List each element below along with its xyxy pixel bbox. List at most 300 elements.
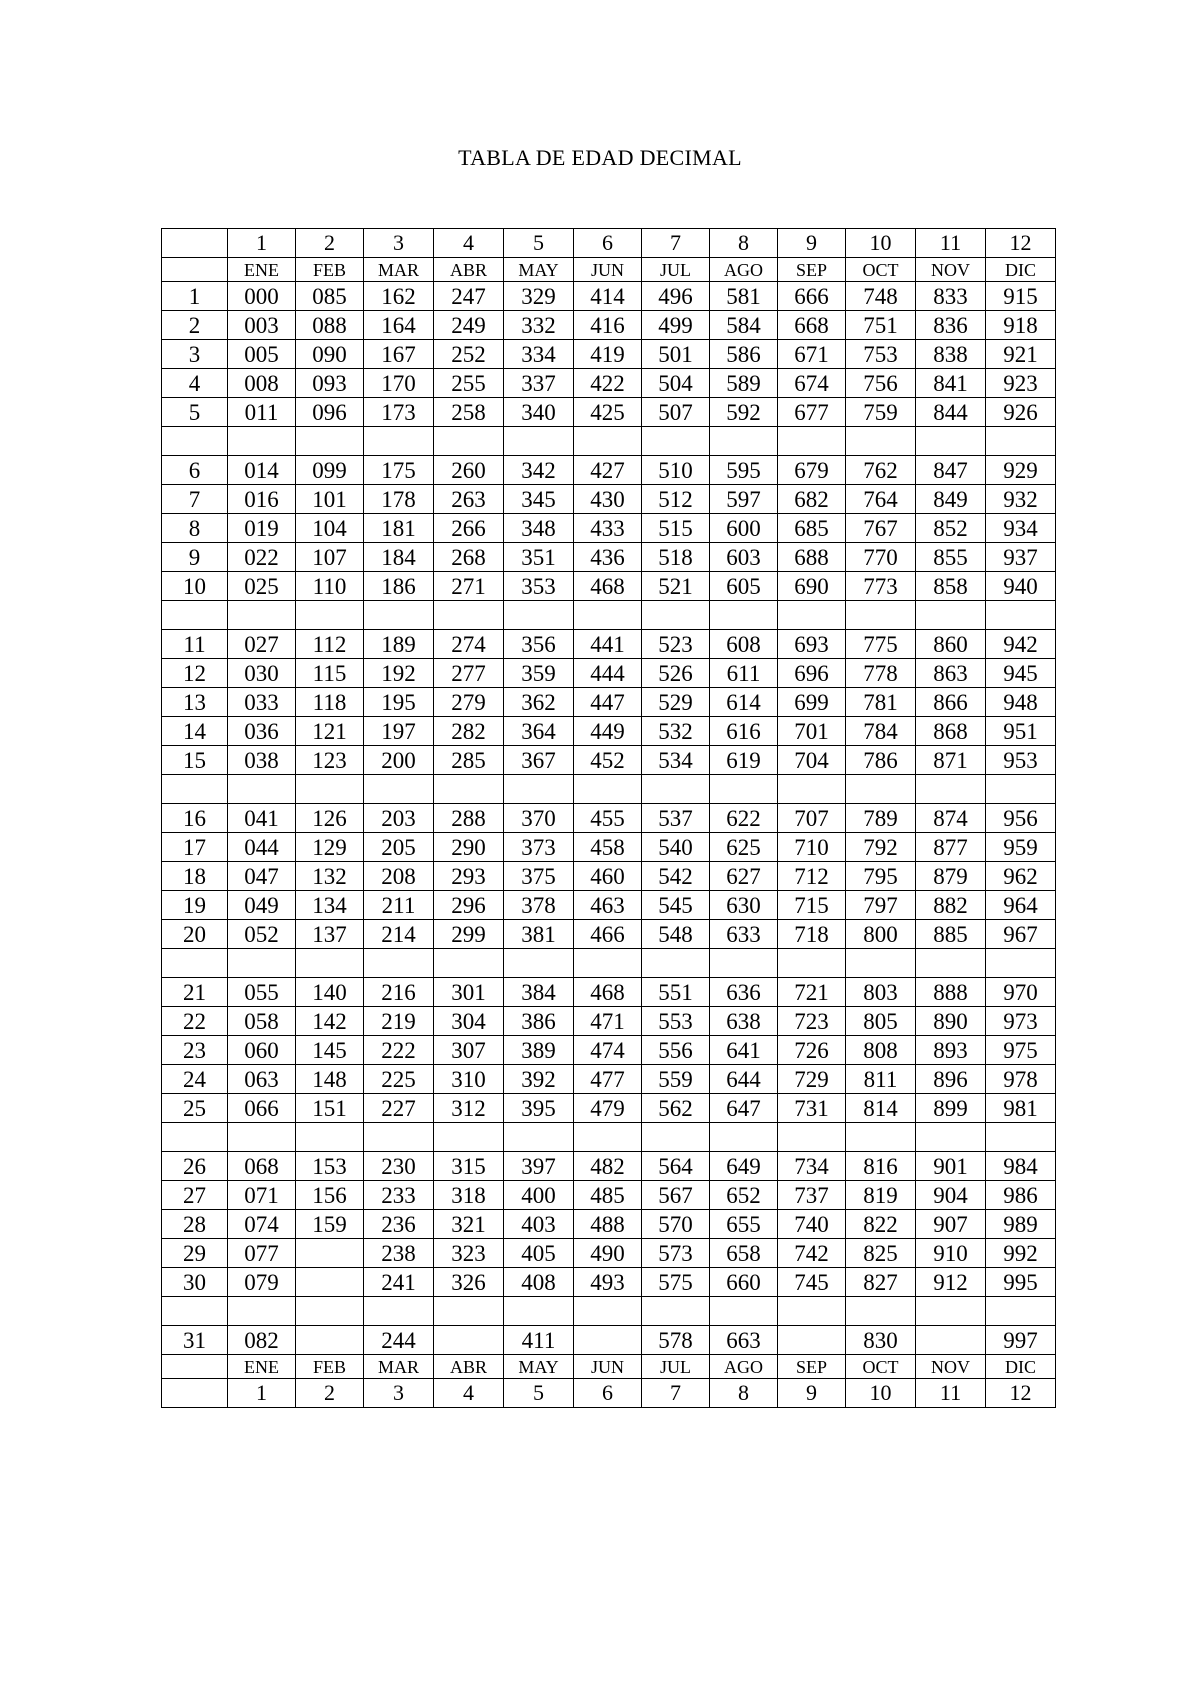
value-cell: 093 xyxy=(296,369,364,398)
month-name-cell: JUL xyxy=(642,258,710,282)
value-cell: 992 xyxy=(986,1239,1056,1268)
value-cell: 997 xyxy=(986,1326,1056,1355)
value-cell: 118 xyxy=(296,688,364,717)
value-cell: 071 xyxy=(228,1181,296,1210)
value-cell: 022 xyxy=(228,543,296,572)
value-cell: 759 xyxy=(846,398,916,427)
month-number-cell: 9 xyxy=(778,229,846,258)
value-cell: 290 xyxy=(434,833,504,862)
value-cell: 132 xyxy=(296,862,364,891)
month-name-cell: MAR xyxy=(364,258,434,282)
value-cell: 288 xyxy=(434,804,504,833)
value-cell: 090 xyxy=(296,340,364,369)
value-cell: 378 xyxy=(504,891,574,920)
value-cell: 115 xyxy=(296,659,364,688)
value-cell xyxy=(296,1268,364,1297)
value-cell: 027 xyxy=(228,630,296,659)
value-cell: 937 xyxy=(986,543,1056,572)
month-name-cell: FEB xyxy=(296,258,364,282)
value-cell: 551 xyxy=(642,978,710,1007)
value-cell: 334 xyxy=(504,340,574,369)
spacer-cell xyxy=(228,601,296,630)
value-cell: 995 xyxy=(986,1268,1056,1297)
value-cell: 477 xyxy=(574,1065,642,1094)
value-cell: 562 xyxy=(642,1094,710,1123)
value-cell: 863 xyxy=(916,659,986,688)
value-cell: 592 xyxy=(710,398,778,427)
month-name-cell: SEP xyxy=(778,258,846,282)
spacer-cell xyxy=(228,1297,296,1326)
value-cell: 063 xyxy=(228,1065,296,1094)
value-cell: 373 xyxy=(504,833,574,862)
value-cell: 153 xyxy=(296,1152,364,1181)
day-row xyxy=(162,398,1056,427)
value-cell: 805 xyxy=(846,1007,916,1036)
value-cell: 688 xyxy=(778,543,846,572)
value-cell: 332 xyxy=(504,311,574,340)
month-name-cell: MAR xyxy=(364,1355,434,1379)
value-cell: 973 xyxy=(986,1007,1056,1036)
day-label-cell: 14 xyxy=(162,717,228,746)
value-cell: 584 xyxy=(710,311,778,340)
value-cell: 879 xyxy=(916,862,986,891)
value-cell: 682 xyxy=(778,485,846,514)
spacer-cell xyxy=(364,1123,434,1152)
month-name-row xyxy=(162,1355,1056,1379)
spacer-cell xyxy=(162,1297,228,1326)
day-row xyxy=(162,1326,1056,1355)
corner-cell xyxy=(162,229,228,258)
value-cell: 419 xyxy=(574,340,642,369)
month-name-cell: DIC xyxy=(986,258,1056,282)
value-cell: 348 xyxy=(504,514,574,543)
value-cell: 258 xyxy=(434,398,504,427)
value-cell: 140 xyxy=(296,978,364,1007)
day-label-cell: 2 xyxy=(162,311,228,340)
value-cell: 200 xyxy=(364,746,434,775)
value-cell: 932 xyxy=(986,485,1056,514)
value-cell: 345 xyxy=(504,485,574,514)
spacer-cell xyxy=(642,1297,710,1326)
value-cell: 356 xyxy=(504,630,574,659)
spacer-cell xyxy=(710,427,778,456)
value-cell: 775 xyxy=(846,630,916,659)
value-cell: 586 xyxy=(710,340,778,369)
value-cell xyxy=(574,1326,642,1355)
value-cell: 247 xyxy=(434,282,504,311)
value-cell: 436 xyxy=(574,543,642,572)
value-cell: 458 xyxy=(574,833,642,862)
spacer-cell xyxy=(504,1297,574,1326)
month-name-cell: MAY xyxy=(504,258,574,282)
value-cell: 860 xyxy=(916,630,986,659)
value-cell: 468 xyxy=(574,572,642,601)
spacer-cell xyxy=(162,1123,228,1152)
value-cell: 984 xyxy=(986,1152,1056,1181)
value-cell: 668 xyxy=(778,311,846,340)
day-label-cell: 6 xyxy=(162,456,228,485)
spacer-cell xyxy=(916,949,986,978)
month-name-cell: JUN xyxy=(574,1355,642,1379)
day-label-cell: 9 xyxy=(162,543,228,572)
value-cell: 641 xyxy=(710,1036,778,1065)
spacer-cell xyxy=(434,1123,504,1152)
value-cell: 666 xyxy=(778,282,846,311)
month-number-cell: 11 xyxy=(916,229,986,258)
value-cell xyxy=(296,1326,364,1355)
value-cell: 000 xyxy=(228,282,296,311)
value-cell: 630 xyxy=(710,891,778,920)
value-cell: 455 xyxy=(574,804,642,833)
day-row xyxy=(162,514,1056,543)
value-cell: 285 xyxy=(434,746,504,775)
value-cell: 496 xyxy=(642,282,710,311)
value-cell: 181 xyxy=(364,514,434,543)
day-label-cell: 24 xyxy=(162,1065,228,1094)
value-cell: 219 xyxy=(364,1007,434,1036)
value-cell: 422 xyxy=(574,369,642,398)
spacer-cell xyxy=(778,949,846,978)
value-cell: 197 xyxy=(364,717,434,746)
value-cell: 540 xyxy=(642,833,710,862)
spacer-cell xyxy=(846,427,916,456)
value-cell: 764 xyxy=(846,485,916,514)
value-cell: 556 xyxy=(642,1036,710,1065)
value-cell: 800 xyxy=(846,920,916,949)
day-row xyxy=(162,688,1056,717)
value-cell: 833 xyxy=(916,282,986,311)
spacer-cell xyxy=(778,775,846,804)
value-cell: 638 xyxy=(710,1007,778,1036)
value-cell: 082 xyxy=(228,1326,296,1355)
month-number-cell: 3 xyxy=(364,1379,434,1408)
value-cell: 211 xyxy=(364,891,434,920)
spacer-cell xyxy=(574,601,642,630)
spacer-cell xyxy=(434,601,504,630)
value-cell: 581 xyxy=(710,282,778,311)
spacer-cell xyxy=(986,601,1056,630)
value-cell: 704 xyxy=(778,746,846,775)
value-cell: 241 xyxy=(364,1268,434,1297)
spacer-cell xyxy=(296,1297,364,1326)
spacer-cell xyxy=(642,949,710,978)
value-cell: 173 xyxy=(364,398,434,427)
spacer-cell xyxy=(504,775,574,804)
month-number-cell: 10 xyxy=(846,1379,916,1408)
value-cell: 718 xyxy=(778,920,846,949)
value-cell: 370 xyxy=(504,804,574,833)
value-cell: 918 xyxy=(986,311,1056,340)
day-label-cell: 17 xyxy=(162,833,228,862)
value-cell: 271 xyxy=(434,572,504,601)
day-label-cell: 4 xyxy=(162,369,228,398)
value-cell: 529 xyxy=(642,688,710,717)
day-row xyxy=(162,717,1056,746)
value-cell: 882 xyxy=(916,891,986,920)
day-label-cell: 16 xyxy=(162,804,228,833)
day-label-cell: 10 xyxy=(162,572,228,601)
spacer-cell xyxy=(228,1123,296,1152)
value-cell: 488 xyxy=(574,1210,642,1239)
value-cell: 608 xyxy=(710,630,778,659)
value-cell: 658 xyxy=(710,1239,778,1268)
value-cell: 534 xyxy=(642,746,710,775)
month-number-cell: 7 xyxy=(642,1379,710,1408)
spacer-cell xyxy=(986,1297,1056,1326)
value-cell: 521 xyxy=(642,572,710,601)
value-cell: 195 xyxy=(364,688,434,717)
spacer-cell xyxy=(296,427,364,456)
value-cell: 126 xyxy=(296,804,364,833)
value-cell: 595 xyxy=(710,456,778,485)
spacer-cell xyxy=(986,775,1056,804)
value-cell: 255 xyxy=(434,369,504,398)
value-cell: 499 xyxy=(642,311,710,340)
day-row xyxy=(162,978,1056,1007)
value-cell: 068 xyxy=(228,1152,296,1181)
month-number-cell: 10 xyxy=(846,229,916,258)
spacer-cell xyxy=(364,427,434,456)
day-row xyxy=(162,572,1056,601)
value-cell: 510 xyxy=(642,456,710,485)
day-label-cell: 29 xyxy=(162,1239,228,1268)
value-cell: 049 xyxy=(228,891,296,920)
day-row xyxy=(162,862,1056,891)
month-number-cell: 4 xyxy=(434,229,504,258)
value-cell: 405 xyxy=(504,1239,574,1268)
day-row xyxy=(162,746,1056,775)
value-cell: 967 xyxy=(986,920,1056,949)
value-cell: 767 xyxy=(846,514,916,543)
value-cell: 493 xyxy=(574,1268,642,1297)
value-cell: 605 xyxy=(710,572,778,601)
day-label-cell: 1 xyxy=(162,282,228,311)
month-name-row xyxy=(162,258,1056,282)
value-cell: 460 xyxy=(574,862,642,891)
value-cell: 545 xyxy=(642,891,710,920)
value-cell: 907 xyxy=(916,1210,986,1239)
value-cell: 507 xyxy=(642,398,710,427)
value-cell: 353 xyxy=(504,572,574,601)
value-cell: 414 xyxy=(574,282,642,311)
month-name-cell: JUN xyxy=(574,258,642,282)
day-label-cell: 11 xyxy=(162,630,228,659)
value-cell: 110 xyxy=(296,572,364,601)
month-name-cell: FEB xyxy=(296,1355,364,1379)
value-cell: 178 xyxy=(364,485,434,514)
value-cell: 929 xyxy=(986,456,1056,485)
month-name-cell: SEP xyxy=(778,1355,846,1379)
day-label-cell: 3 xyxy=(162,340,228,369)
day-row xyxy=(162,630,1056,659)
spacer-cell xyxy=(228,427,296,456)
spacer-cell xyxy=(504,427,574,456)
month-name-cell: NOV xyxy=(916,258,986,282)
value-cell: 058 xyxy=(228,1007,296,1036)
spacer-cell xyxy=(710,1123,778,1152)
value-cell: 627 xyxy=(710,862,778,891)
day-row xyxy=(162,833,1056,862)
value-cell: 301 xyxy=(434,978,504,1007)
value-cell: 395 xyxy=(504,1094,574,1123)
value-cell: 822 xyxy=(846,1210,916,1239)
spacer-cell xyxy=(162,427,228,456)
value-cell: 433 xyxy=(574,514,642,543)
value-cell: 299 xyxy=(434,920,504,949)
value-cell: 578 xyxy=(642,1326,710,1355)
spacer-cell xyxy=(364,949,434,978)
month-name-cell: AGO xyxy=(710,1355,778,1379)
day-row xyxy=(162,543,1056,572)
value-cell: 762 xyxy=(846,456,916,485)
month-number-cell: 9 xyxy=(778,1379,846,1408)
month-name-cell: JUL xyxy=(642,1355,710,1379)
spacer-row xyxy=(162,1123,1056,1152)
spacer-cell xyxy=(710,775,778,804)
value-cell: 077 xyxy=(228,1239,296,1268)
value-cell: 452 xyxy=(574,746,642,775)
spacer-cell xyxy=(228,775,296,804)
day-row xyxy=(162,282,1056,311)
value-cell: 033 xyxy=(228,688,296,717)
spacer-cell xyxy=(986,427,1056,456)
value-cell: 866 xyxy=(916,688,986,717)
value-cell: 934 xyxy=(986,514,1056,543)
value-cell: 603 xyxy=(710,543,778,572)
day-row xyxy=(162,1239,1056,1268)
value-cell: 858 xyxy=(916,572,986,601)
spacer-row xyxy=(162,949,1056,978)
value-cell: 940 xyxy=(986,572,1056,601)
spacer-cell xyxy=(710,601,778,630)
value-cell: 701 xyxy=(778,717,846,746)
day-row xyxy=(162,1094,1056,1123)
spacer-cell xyxy=(162,775,228,804)
value-cell: 633 xyxy=(710,920,778,949)
day-row xyxy=(162,659,1056,688)
spacer-cell xyxy=(296,1123,364,1152)
value-cell: 392 xyxy=(504,1065,574,1094)
spacer-cell xyxy=(986,949,1056,978)
value-cell: 400 xyxy=(504,1181,574,1210)
value-cell: 384 xyxy=(504,978,574,1007)
value-cell: 655 xyxy=(710,1210,778,1239)
value-cell: 189 xyxy=(364,630,434,659)
day-label-cell: 18 xyxy=(162,862,228,891)
value-cell: 970 xyxy=(986,978,1056,1007)
value-cell: 321 xyxy=(434,1210,504,1239)
day-row xyxy=(162,1036,1056,1065)
spacer-cell xyxy=(642,601,710,630)
spacer-cell xyxy=(642,1123,710,1152)
value-cell: 625 xyxy=(710,833,778,862)
value-cell: 553 xyxy=(642,1007,710,1036)
value-cell: 778 xyxy=(846,659,916,688)
value-cell: 803 xyxy=(846,978,916,1007)
spacer-row xyxy=(162,601,1056,630)
spacer-cell xyxy=(434,1297,504,1326)
value-cell: 734 xyxy=(778,1152,846,1181)
spacer-cell xyxy=(778,427,846,456)
value-cell: 381 xyxy=(504,920,574,949)
value-cell: 230 xyxy=(364,1152,434,1181)
value-cell: 142 xyxy=(296,1007,364,1036)
value-cell: 293 xyxy=(434,862,504,891)
day-row xyxy=(162,1181,1056,1210)
value-cell: 156 xyxy=(296,1181,364,1210)
spacer-row xyxy=(162,1297,1056,1326)
month-name-cell: ENE xyxy=(228,1355,296,1379)
value-cell: 164 xyxy=(364,311,434,340)
value-cell: 827 xyxy=(846,1268,916,1297)
spacer-cell xyxy=(574,1123,642,1152)
value-cell: 490 xyxy=(574,1239,642,1268)
spacer-cell xyxy=(296,949,364,978)
value-cell: 244 xyxy=(364,1326,434,1355)
value-cell: 016 xyxy=(228,485,296,514)
value-cell: 066 xyxy=(228,1094,296,1123)
spacer-cell xyxy=(710,949,778,978)
value-cell: 112 xyxy=(296,630,364,659)
value-cell: 548 xyxy=(642,920,710,949)
value-cell: 011 xyxy=(228,398,296,427)
value-cell: 751 xyxy=(846,311,916,340)
value-cell: 099 xyxy=(296,456,364,485)
value-cell: 789 xyxy=(846,804,916,833)
value-cell: 225 xyxy=(364,1065,434,1094)
month-number-cell: 12 xyxy=(986,1379,1056,1408)
value-cell: 323 xyxy=(434,1239,504,1268)
value-cell: 304 xyxy=(434,1007,504,1036)
value-cell: 677 xyxy=(778,398,846,427)
value-cell: 614 xyxy=(710,688,778,717)
day-row xyxy=(162,369,1056,398)
value-cell: 523 xyxy=(642,630,710,659)
value-cell: 310 xyxy=(434,1065,504,1094)
spacer-cell xyxy=(504,949,574,978)
value-cell: 811 xyxy=(846,1065,916,1094)
value-cell: 649 xyxy=(710,1152,778,1181)
value-cell: 742 xyxy=(778,1239,846,1268)
value-cell: 537 xyxy=(642,804,710,833)
value-cell: 088 xyxy=(296,311,364,340)
value-cell: 055 xyxy=(228,978,296,1007)
value-cell: 430 xyxy=(574,485,642,514)
value-cell: 030 xyxy=(228,659,296,688)
month-number-cell: 3 xyxy=(364,229,434,258)
value-cell: 416 xyxy=(574,311,642,340)
day-label-cell: 15 xyxy=(162,746,228,775)
value-cell: 923 xyxy=(986,369,1056,398)
value-cell: 079 xyxy=(228,1268,296,1297)
value-cell: 441 xyxy=(574,630,642,659)
spacer-cell xyxy=(162,949,228,978)
month-number-cell: 2 xyxy=(296,1379,364,1408)
month-number-cell: 8 xyxy=(710,229,778,258)
value-cell: 748 xyxy=(846,282,916,311)
value-cell: 397 xyxy=(504,1152,574,1181)
spacer-cell xyxy=(296,775,364,804)
value-cell: 616 xyxy=(710,717,778,746)
month-number-cell: 12 xyxy=(986,229,1056,258)
value-cell: 597 xyxy=(710,485,778,514)
value-cell: 693 xyxy=(778,630,846,659)
value-cell: 904 xyxy=(916,1181,986,1210)
value-cell: 008 xyxy=(228,369,296,398)
value-cell: 268 xyxy=(434,543,504,572)
value-cell: 737 xyxy=(778,1181,846,1210)
value-cell: 123 xyxy=(296,746,364,775)
